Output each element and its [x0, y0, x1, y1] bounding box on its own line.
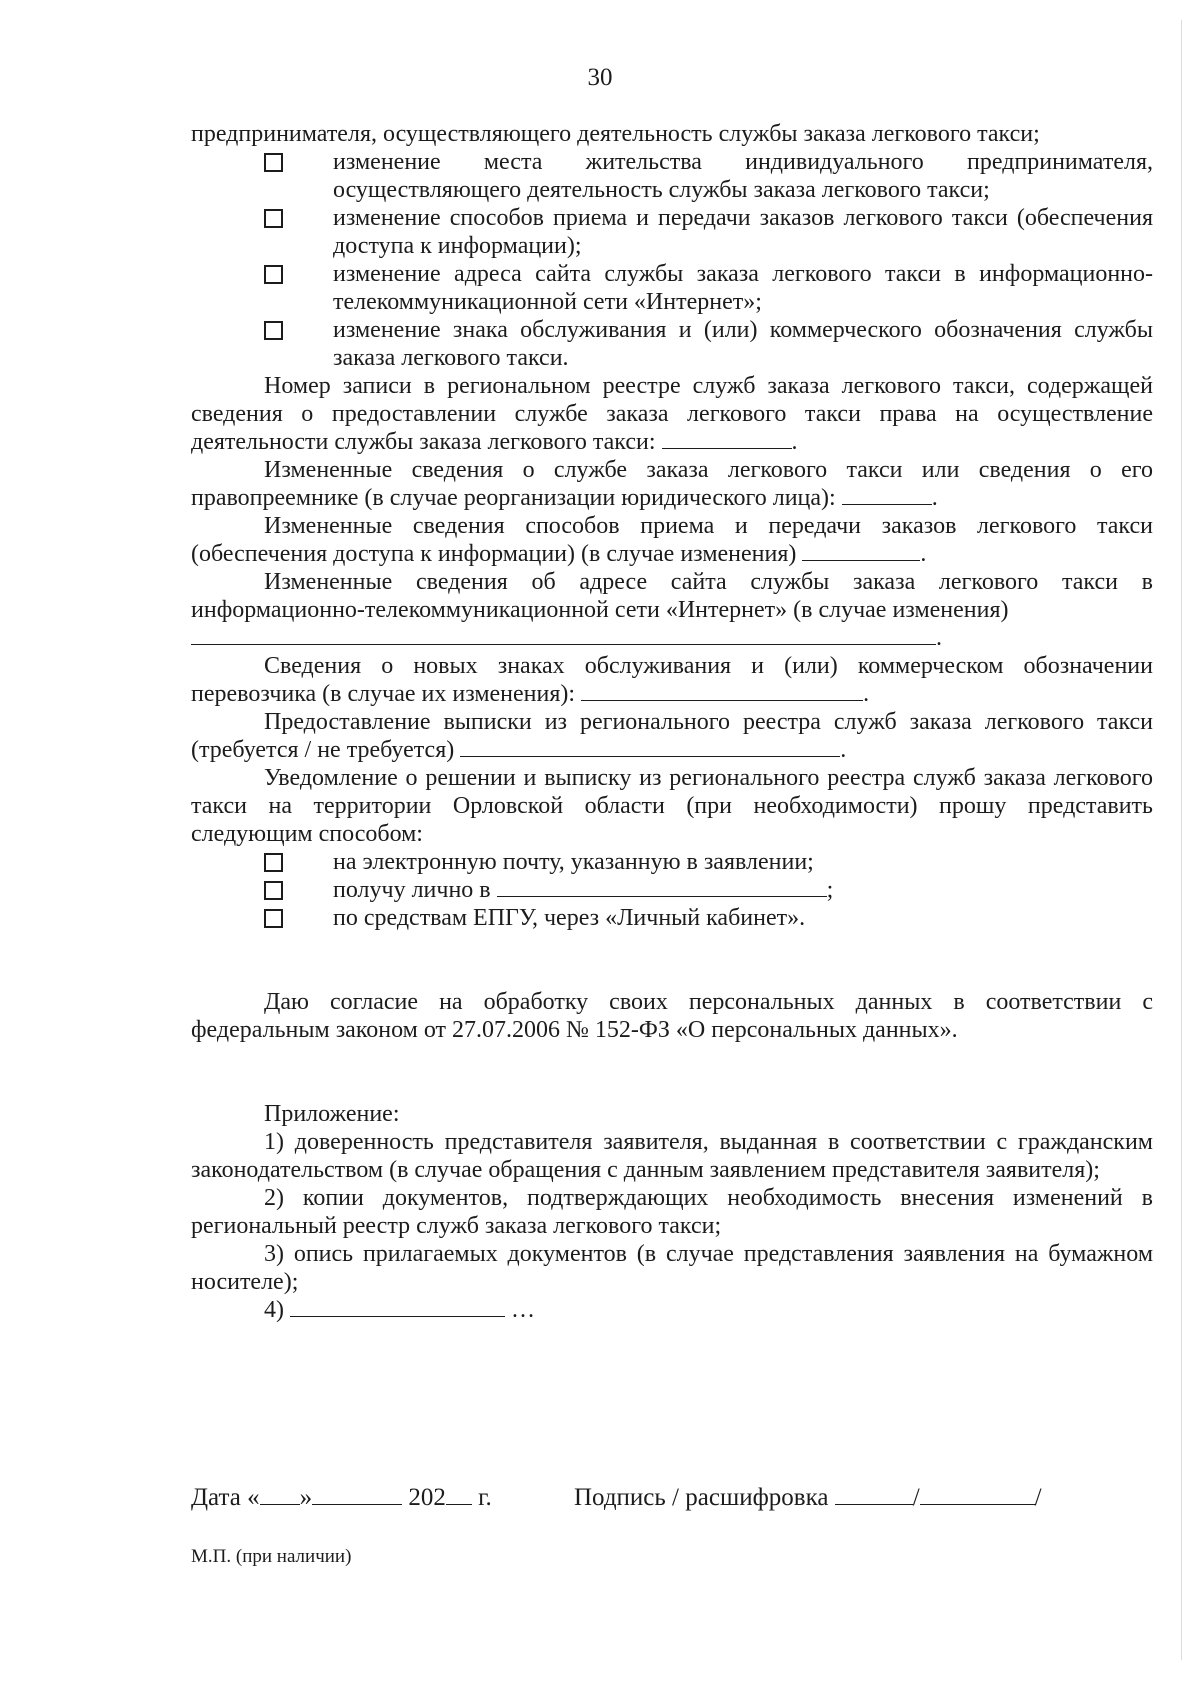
checkbox-label: изменение места жительства индивидуального предпринимателя, осуществляющего деятельность службы заказа легкового такси; — [333, 149, 1153, 203]
attachment-number: 4) — [264, 1297, 284, 1323]
checkbox-icon[interactable] — [264, 853, 283, 872]
fill-in-blank[interactable] — [662, 428, 792, 449]
signature-label: Подпись / расшифровка — [574, 1484, 835, 1511]
checkbox-label: изменение адреса сайта службы заказа легкового такси в информационно-телекоммуникационной сети «Интернет»; — [333, 261, 1153, 315]
option-label: по средствам ЕПГУ, через «Личный кабинет». — [333, 905, 806, 931]
paragraph-changed-site — [191, 568, 1153, 624]
checkbox-icon[interactable] — [264, 909, 283, 928]
signature-block — [574, 1484, 1042, 1512]
signature-blank[interactable] — [835, 1484, 913, 1505]
document-body — [191, 120, 1153, 1324]
attachment-item-2: 2) копии документов, подтверждающих необходимость внесения изменений в региональный реестр служб заказа легкового такси; — [191, 1185, 1153, 1239]
paragraph-extract-request — [191, 708, 1153, 764]
paragraph-registry-number — [191, 372, 1153, 456]
paragraph-new-marks — [191, 652, 1153, 708]
period: . — [920, 541, 927, 567]
semicolon: ; — [826, 877, 834, 903]
slash: / — [1034, 1484, 1042, 1511]
spacer — [191, 932, 1153, 988]
paragraph-text: Номер записи в региональном реестре служб заказа легкового такси, содержащей сведения о предоставлении службе заказа легкового такси права на осуществление деятельности службы заказа легкового такси: — [191, 373, 1153, 455]
checkbox-icon[interactable] — [264, 321, 283, 340]
checkbox-label: изменение знака обслуживания и (или) коммерческого обозначения службы заказа легкового такси. — [333, 317, 1153, 371]
signature-line — [191, 1484, 1042, 1512]
checkbox-item-site-address — [191, 260, 1153, 316]
option-epgu — [191, 904, 1153, 932]
attachment-item-3: 3) опись прилагаемых документов (в случае представления заявления на бумажном носителе); — [191, 1241, 1153, 1295]
page-number: 30 — [587, 64, 613, 91]
date-quote: » — [299, 1484, 313, 1511]
option-label: получу лично в — [333, 877, 497, 903]
period: . — [936, 625, 942, 651]
period: . — [791, 429, 798, 455]
paragraph-notification-method: Уведомление о решении и выписку из регионального реестра служб заказа легкового такси на территории Орловской области (при необходимости) прошу представить следующим способом: — [191, 765, 1153, 847]
scan-edge — [1181, 20, 1182, 1660]
checkbox-icon[interactable] — [264, 153, 283, 172]
period: . — [863, 681, 870, 707]
option-email — [191, 848, 1153, 876]
checkbox-item-order-methods — [191, 204, 1153, 260]
paragraph-continuation: предпринимателя, осуществляющего деятельность службы заказа легкового такси; — [191, 121, 1040, 147]
attachment-item-1: 1) доверенность представителя заявителя, выданная в соответствии с гражданским законодательством (в случае обращения с данным заявлением представителя заявителя); — [191, 1129, 1153, 1183]
fill-in-blank[interactable] — [581, 680, 863, 701]
attachment-item-4 — [191, 1296, 1153, 1324]
name-blank[interactable] — [920, 1484, 1035, 1505]
date-label: Дата « — [191, 1484, 260, 1511]
fill-in-blank[interactable] — [842, 484, 932, 505]
paragraph-text: Измененные сведения о службе заказа легкового такси или сведения о его правопреемнике (в случае реорганизации юридического лица): — [191, 457, 1153, 511]
slash: / — [912, 1484, 920, 1511]
stamp-place: М.П. (при наличии) — [191, 1546, 352, 1567]
period: . — [840, 737, 847, 763]
year-suffix: г. — [471, 1484, 492, 1511]
checkbox-icon[interactable] — [264, 209, 283, 228]
fill-in-blank[interactable] — [497, 876, 827, 897]
period: . — [931, 485, 938, 511]
checkbox-item-residence — [191, 148, 1153, 204]
checkbox-icon[interactable] — [264, 265, 283, 284]
fill-in-blank[interactable] — [290, 1296, 505, 1317]
paragraph-changed-info — [191, 456, 1153, 512]
paragraph-text: Измененные сведения способов приема и передачи заказов легкового такси (обеспечения доступа к информации) (в случае изменения) — [191, 513, 1153, 567]
paragraph-text: Предоставление выписки из регионального реестра служб заказа легкового такси (требуется / не требуется) — [191, 709, 1153, 763]
option-in-person — [191, 876, 1153, 904]
fill-in-blank[interactable] — [191, 624, 936, 645]
checkbox-icon[interactable] — [264, 881, 283, 900]
paragraph-consent: Даю согласие на обработку своих персональных данных в соответствии с федеральным законом от 27.07.2006 № 152-ФЗ «О персональных данных». — [191, 989, 1153, 1043]
attachments-title: Приложение: — [264, 1101, 400, 1127]
ellipsis: … — [505, 1297, 535, 1323]
fill-in-blank[interactable] — [460, 736, 840, 757]
checkbox-item-service-mark — [191, 316, 1153, 372]
option-label: на электронную почту, указанную в заявлении; — [333, 849, 814, 875]
day-blank[interactable] — [260, 1484, 300, 1505]
year-blank[interactable] — [446, 1484, 472, 1505]
paragraph-text: Сведения о новых знаках обслуживания и (или) коммерческом обозначении перевозчика (в случае их изменения): — [191, 653, 1153, 707]
paragraph-text: Измененные сведения об адресе сайта службы заказа легкового такси в информационно-телекоммуникационной сети «Интернет» (в случае изменения) — [191, 569, 1153, 623]
paragraph-changed-methods — [191, 512, 1153, 568]
checkbox-label: изменение способов приема и передачи заказов легкового такси (обеспечения доступа к информации); — [333, 205, 1153, 259]
fill-in-blank[interactable] — [802, 540, 920, 561]
month-blank[interactable] — [312, 1484, 402, 1505]
spacer — [191, 1044, 1153, 1100]
paragraph-site-blank-line — [191, 624, 1153, 652]
year-prefix: 202 — [402, 1484, 446, 1511]
